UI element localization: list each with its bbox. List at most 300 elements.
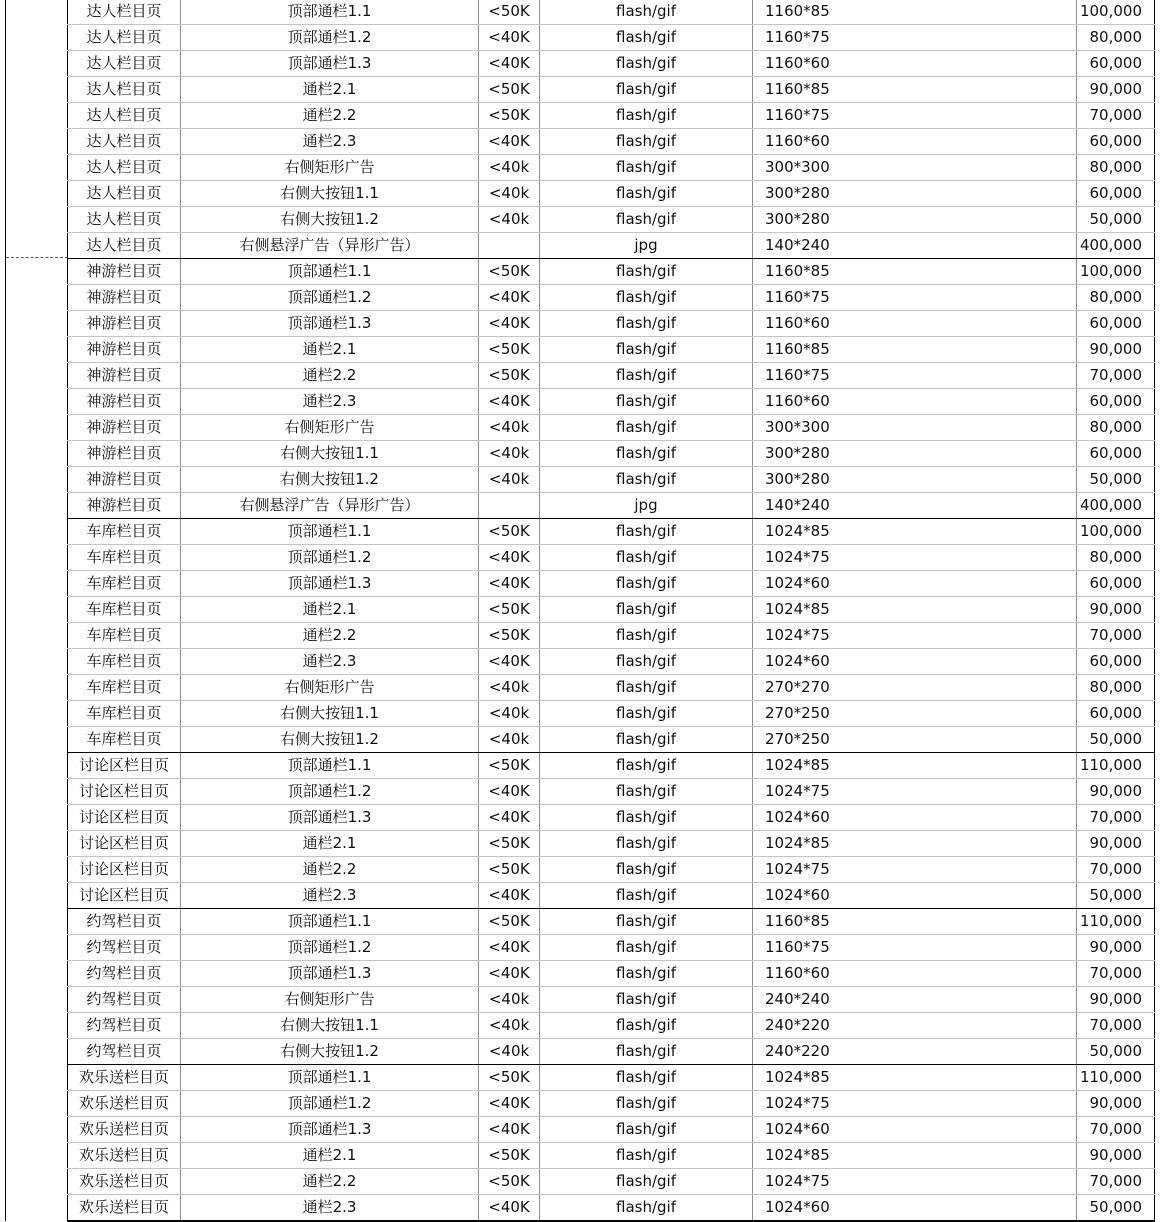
price-cell: 60,000 [1077,701,1155,727]
page-cell: 欢乐送栏目页 [68,1065,181,1091]
format-cell: flash/gif [540,1117,753,1143]
sheet-left-border [5,0,6,1221]
file-size-cell: <50K [479,363,540,389]
dimensions-cell: 270*250 [753,727,1077,753]
page-cell: 欢乐送栏目页 [68,1117,181,1143]
table-row [68,181,1155,207]
price-cell: 400,000 [1077,233,1155,259]
page-cell: 讨论区栏目页 [68,753,181,779]
dimensions-cell: 300*300 [753,415,1077,441]
dimensions-cell: 1024*85 [753,519,1077,545]
format-cell: flash/gif [540,519,753,545]
price-cell: 70,000 [1077,103,1155,129]
file-size-cell: <40k [479,441,540,467]
dimensions-cell: 240*220 [753,1013,1077,1039]
page-cell: 神游栏目页 [68,415,181,441]
position-cell: 右侧矩形广告 [181,987,479,1013]
position-cell: 顶部通栏1.1 [181,519,479,545]
dimensions-cell: 300*280 [753,207,1077,233]
file-size-cell: <40K [479,779,540,805]
dimensions-cell: 1024*60 [753,571,1077,597]
table-row [68,545,1155,571]
price-cell: 60,000 [1077,441,1155,467]
table-row [68,935,1155,961]
table-row [68,337,1155,363]
page-cell: 约驾栏目页 [68,935,181,961]
format-cell: jpg [540,233,753,259]
dimensions-cell: 1024*60 [753,883,1077,909]
price-cell: 60,000 [1077,129,1155,155]
dimensions-cell: 1024*75 [753,545,1077,571]
file-size-cell: <40k [479,207,540,233]
table-row [68,519,1155,545]
position-cell: 右侧大按钮1.2 [181,1039,479,1065]
format-cell: flash/gif [540,337,753,363]
page-cell: 神游栏目页 [68,259,181,285]
price-cell: 80,000 [1077,25,1155,51]
file-size-cell: <50K [479,1143,540,1169]
format-cell: flash/gif [540,857,753,883]
table-row [68,259,1155,285]
format-cell: flash/gif [540,935,753,961]
table-row [68,415,1155,441]
dimensions-cell: 1024*75 [753,1091,1077,1117]
table-row [68,155,1155,181]
price-cell: 60,000 [1077,649,1155,675]
price-cell: 110,000 [1077,1065,1155,1091]
price-cell: 70,000 [1077,805,1155,831]
price-cell: 80,000 [1077,415,1155,441]
format-cell: flash/gif [540,1039,753,1065]
price-cell: 80,000 [1077,545,1155,571]
file-size-cell: <40K [479,285,540,311]
file-size-cell: <40K [479,1091,540,1117]
position-cell: 右侧大按钮1.1 [181,441,479,467]
table-row [68,597,1155,623]
table-row [68,1117,1155,1143]
price-cell: 50,000 [1077,207,1155,233]
page-cell: 讨论区栏目页 [68,779,181,805]
page-cell: 讨论区栏目页 [68,883,181,909]
position-cell: 顶部通栏1.3 [181,1117,479,1143]
price-cell: 80,000 [1077,675,1155,701]
position-cell: 顶部通栏1.3 [181,571,479,597]
file-size-cell: <50K [479,337,540,363]
format-cell: flash/gif [540,571,753,597]
dimensions-cell: 300*280 [753,467,1077,493]
page-cell: 欢乐送栏目页 [68,1169,181,1195]
table-row [68,233,1155,259]
page-cell: 车库栏目页 [68,727,181,753]
format-cell: flash/gif [540,1143,753,1169]
dimensions-cell: 270*270 [753,675,1077,701]
dimensions-cell: 300*280 [753,441,1077,467]
file-size-cell: <40k [479,415,540,441]
format-cell: flash/gif [540,77,753,103]
dimensions-cell: 1160*85 [753,259,1077,285]
format-cell: flash/gif [540,753,753,779]
page-cell: 达人栏目页 [68,155,181,181]
position-cell: 顶部通栏1.2 [181,935,479,961]
file-size-cell: <50K [479,103,540,129]
position-cell: 顶部通栏1.2 [181,285,479,311]
position-cell: 右侧矩形广告 [181,155,479,181]
page-cell: 车库栏目页 [68,701,181,727]
file-size-cell: <50K [479,259,540,285]
position-cell: 顶部通栏1.1 [181,753,479,779]
page-cell: 神游栏目页 [68,363,181,389]
position-cell: 右侧大按钮1.2 [181,727,479,753]
table-row [68,883,1155,909]
dimensions-cell: 1160*85 [753,0,1077,25]
table-row [68,623,1155,649]
format-cell: flash/gif [540,51,753,77]
table-row [68,779,1155,805]
format-cell: flash/gif [540,831,753,857]
page-cell: 神游栏目页 [68,311,181,337]
page-cell: 达人栏目页 [68,129,181,155]
dimensions-cell: 1160*60 [753,51,1077,77]
price-cell: 90,000 [1077,1091,1155,1117]
table-row [68,1039,1155,1065]
format-cell: flash/gif [540,987,753,1013]
price-cell: 90,000 [1077,935,1155,961]
table-row [68,805,1155,831]
price-cell: 90,000 [1077,597,1155,623]
file-size-cell: <40k [479,675,540,701]
format-cell: jpg [540,493,753,519]
position-cell: 通栏2.2 [181,623,479,649]
dimensions-cell: 1160*60 [753,389,1077,415]
position-cell: 通栏2.3 [181,389,479,415]
price-cell: 70,000 [1077,363,1155,389]
price-cell: 80,000 [1077,285,1155,311]
format-cell: flash/gif [540,441,753,467]
price-cell: 90,000 [1077,337,1155,363]
file-size-cell: <50K [479,77,540,103]
position-cell: 通栏2.1 [181,77,479,103]
file-size-cell: <50K [479,519,540,545]
position-cell: 通栏2.2 [181,363,479,389]
format-cell: flash/gif [540,623,753,649]
page-cell: 车库栏目页 [68,675,181,701]
format-cell: flash/gif [540,545,753,571]
price-cell: 90,000 [1077,1143,1155,1169]
page-cell: 讨论区栏目页 [68,831,181,857]
table-row [68,701,1155,727]
file-size-cell: <40k [479,701,540,727]
position-cell: 通栏2.3 [181,129,479,155]
file-size-cell: <50K [479,753,540,779]
table-row [68,285,1155,311]
file-size-cell: <40K [479,935,540,961]
price-cell: 50,000 [1077,883,1155,909]
dimensions-cell: 1160*60 [753,311,1077,337]
file-size-cell: <40K [479,883,540,909]
format-cell: flash/gif [540,1195,753,1222]
dimensions-cell: 1160*75 [753,25,1077,51]
position-cell: 通栏2.1 [181,1143,479,1169]
position-cell: 右侧矩形广告 [181,415,479,441]
price-cell: 90,000 [1077,77,1155,103]
file-size-cell: <50K [479,909,540,935]
position-cell: 通栏2.3 [181,649,479,675]
dimensions-cell: 1024*60 [753,1195,1077,1222]
table-row [68,727,1155,753]
price-cell: 70,000 [1077,1169,1155,1195]
file-size-cell: <40K [479,805,540,831]
dimensions-cell: 1160*75 [753,363,1077,389]
format-cell: flash/gif [540,649,753,675]
table-row [68,51,1155,77]
format-cell: flash/gif [540,129,753,155]
price-cell: 70,000 [1077,961,1155,987]
position-cell: 右侧大按钮1.1 [181,181,479,207]
dimensions-cell: 1024*85 [753,1143,1077,1169]
table-row [68,831,1155,857]
table-row [68,103,1155,129]
format-cell: flash/gif [540,701,753,727]
price-cell: 50,000 [1077,467,1155,493]
table-row [68,987,1155,1013]
table-row [68,77,1155,103]
file-size-cell: <40K [479,129,540,155]
page-cell: 欢乐送栏目页 [68,1091,181,1117]
page-cell: 车库栏目页 [68,519,181,545]
dimensions-cell: 300*280 [753,181,1077,207]
page-cell: 达人栏目页 [68,77,181,103]
format-cell: flash/gif [540,805,753,831]
page-cell: 达人栏目页 [68,103,181,129]
table-row [68,467,1155,493]
position-cell: 顶部通栏1.3 [181,311,479,337]
file-size-cell: <50K [479,1065,540,1091]
position-cell: 通栏2.3 [181,1195,479,1222]
position-cell: 右侧悬浮广告（异形广告） [181,493,479,519]
price-cell: 100,000 [1077,259,1155,285]
dashed-page-break [6,257,68,258]
price-cell: 70,000 [1077,1117,1155,1143]
page-cell: 讨论区栏目页 [68,805,181,831]
dimensions-cell: 1160*85 [753,909,1077,935]
dimensions-cell: 140*240 [753,233,1077,259]
table-row [68,25,1155,51]
position-cell: 右侧大按钮1.2 [181,207,479,233]
format-cell: flash/gif [540,285,753,311]
format-cell: flash/gif [540,155,753,181]
format-cell: flash/gif [540,1013,753,1039]
position-cell: 顶部通栏1.1 [181,0,479,25]
format-cell: flash/gif [540,103,753,129]
position-cell: 右侧大按钮1.1 [181,1013,479,1039]
dimensions-cell: 140*240 [753,493,1077,519]
table-row [68,493,1155,519]
format-cell: flash/gif [540,675,753,701]
table-row [68,961,1155,987]
dimensions-cell: 1024*60 [753,805,1077,831]
page-cell: 约驾栏目页 [68,1013,181,1039]
position-cell: 右侧悬浮广告（异形广告） [181,233,479,259]
format-cell: flash/gif [540,1169,753,1195]
format-cell: flash/gif [540,1065,753,1091]
price-cell: 100,000 [1077,519,1155,545]
dimensions-cell: 1024*75 [753,857,1077,883]
page-cell: 神游栏目页 [68,467,181,493]
position-cell: 通栏2.2 [181,857,479,883]
page-cell: 车库栏目页 [68,597,181,623]
file-size-cell: <50K [479,0,540,25]
format-cell: flash/gif [540,181,753,207]
file-size-cell: <40k [479,727,540,753]
price-cell: 60,000 [1077,571,1155,597]
page-cell: 达人栏目页 [68,0,181,25]
dimensions-cell: 1024*75 [753,623,1077,649]
page-cell: 神游栏目页 [68,285,181,311]
position-cell: 顶部通栏1.1 [181,1065,479,1091]
dimensions-cell: 1024*85 [753,831,1077,857]
price-cell: 70,000 [1077,1013,1155,1039]
page-cell: 车库栏目页 [68,545,181,571]
dimensions-cell: 1160*75 [753,285,1077,311]
format-cell: flash/gif [540,389,753,415]
format-cell: flash/gif [540,727,753,753]
page-cell: 达人栏目页 [68,233,181,259]
dimensions-cell: 1160*60 [753,129,1077,155]
position-cell: 右侧矩形广告 [181,675,479,701]
price-cell: 70,000 [1077,857,1155,883]
table-row [68,389,1155,415]
format-cell: flash/gif [540,25,753,51]
format-cell: flash/gif [540,961,753,987]
position-cell: 通栏2.2 [181,1169,479,1195]
price-cell: 110,000 [1077,753,1155,779]
position-cell: 通栏2.3 [181,883,479,909]
format-cell: flash/gif [540,363,753,389]
dimensions-cell: 1160*85 [753,77,1077,103]
file-size-cell: <40K [479,51,540,77]
file-size-cell: <40K [479,545,540,571]
file-size-cell: <50K [479,1169,540,1195]
format-cell: flash/gif [540,779,753,805]
table-row [68,363,1155,389]
file-size-cell: <50K [479,623,540,649]
page-cell: 神游栏目页 [68,337,181,363]
file-size-cell: <40k [479,467,540,493]
position-cell: 通栏2.1 [181,337,479,363]
table-row [68,1091,1155,1117]
file-size-cell: <40K [479,1117,540,1143]
page-cell: 车库栏目页 [68,623,181,649]
format-cell: flash/gif [540,0,753,25]
file-size-cell: <50K [479,597,540,623]
dimensions-cell: 1160*75 [753,935,1077,961]
format-cell: flash/gif [540,883,753,909]
file-size-cell: <40K [479,649,540,675]
price-cell: 90,000 [1077,779,1155,805]
ad-pricing-table [67,0,1155,1222]
file-size-cell: <40k [479,1039,540,1065]
format-cell: flash/gif [540,467,753,493]
format-cell: flash/gif [540,909,753,935]
position-cell: 顶部通栏1.3 [181,51,479,77]
price-cell: 60,000 [1077,389,1155,415]
page-cell: 神游栏目页 [68,493,181,519]
table-row [68,571,1155,597]
file-size-cell: <40k [479,155,540,181]
table-row [68,1169,1155,1195]
file-size-cell: <40K [479,25,540,51]
price-cell: 80,000 [1077,155,1155,181]
position-cell: 通栏2.1 [181,831,479,857]
dimensions-cell: 240*220 [753,1039,1077,1065]
page-cell: 欢乐送栏目页 [68,1143,181,1169]
price-cell: 100,000 [1077,0,1155,25]
table-row [68,675,1155,701]
table-row [68,1065,1155,1091]
format-cell: flash/gif [540,311,753,337]
page-cell: 神游栏目页 [68,441,181,467]
price-cell: 60,000 [1077,51,1155,77]
table-row [68,1195,1155,1222]
dimensions-cell: 1024*85 [753,753,1077,779]
file-size-cell [479,233,540,259]
format-cell: flash/gif [540,259,753,285]
file-size-cell [479,493,540,519]
page-cell: 约驾栏目页 [68,1039,181,1065]
position-cell: 顶部通栏1.3 [181,961,479,987]
price-cell: 90,000 [1077,831,1155,857]
position-cell: 通栏2.1 [181,597,479,623]
position-cell: 顶部通栏1.3 [181,805,479,831]
dimensions-cell: 1024*85 [753,1065,1077,1091]
file-size-cell: <40K [479,389,540,415]
dimensions-cell: 1160*75 [753,103,1077,129]
position-cell: 通栏2.2 [181,103,479,129]
price-cell: 70,000 [1077,623,1155,649]
table-row [68,207,1155,233]
page-cell: 约驾栏目页 [68,909,181,935]
position-cell: 右侧大按钮1.2 [181,467,479,493]
page-cell: 达人栏目页 [68,207,181,233]
file-size-cell: <40K [479,571,540,597]
page-cell: 车库栏目页 [68,649,181,675]
page-cell: 达人栏目页 [68,181,181,207]
page-cell: 达人栏目页 [68,25,181,51]
page-cell: 车库栏目页 [68,571,181,597]
position-cell: 顶部通栏1.2 [181,1091,479,1117]
table-row [68,311,1155,337]
page-cell: 欢乐送栏目页 [68,1195,181,1222]
file-size-cell: <40k [479,1013,540,1039]
dimensions-cell: 1160*60 [753,961,1077,987]
file-size-cell: <40k [479,181,540,207]
table-row [68,909,1155,935]
format-cell: flash/gif [540,415,753,441]
table-row [68,0,1155,25]
price-cell: 50,000 [1077,1195,1155,1222]
file-size-cell: <40k [479,987,540,1013]
price-cell: 60,000 [1077,181,1155,207]
page-cell: 讨论区栏目页 [68,857,181,883]
dimensions-cell: 1024*85 [753,597,1077,623]
table-row [68,753,1155,779]
table-row [68,649,1155,675]
ad-pricing-table-body [68,0,1155,1221]
dimensions-cell: 1024*60 [753,649,1077,675]
file-size-cell: <40K [479,961,540,987]
dimensions-cell: 1024*60 [753,1117,1077,1143]
table-row [68,1013,1155,1039]
